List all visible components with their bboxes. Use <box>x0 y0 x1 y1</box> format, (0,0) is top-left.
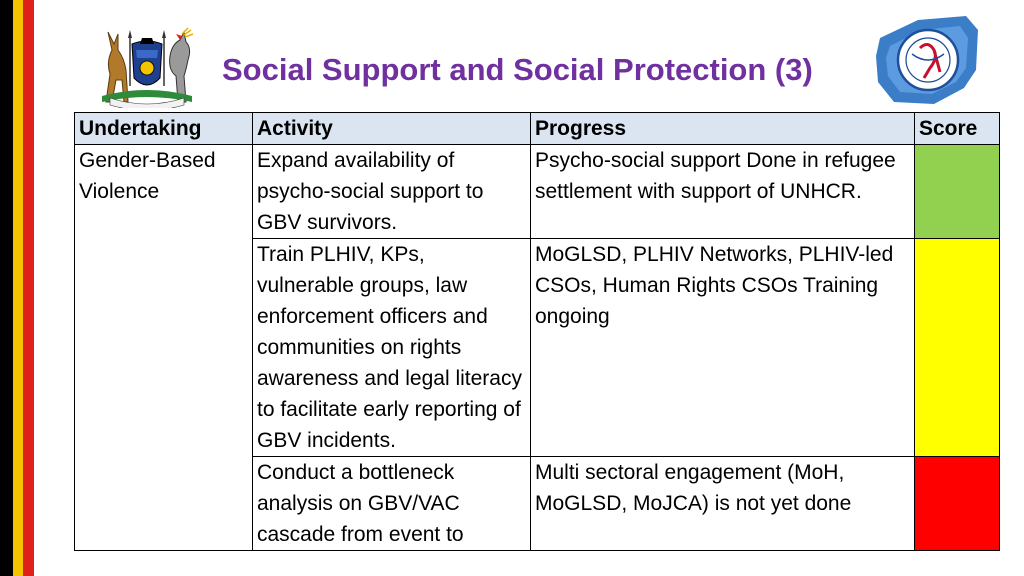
progress-cell: Psycho-social support Done in refugee settlement with support of UNHCR. <box>531 145 915 239</box>
activity-cell: Expand availability of psycho-social support to GBV survivors. <box>253 145 531 239</box>
table-header-row <box>75 113 1000 145</box>
flag-stripe-red <box>23 0 34 576</box>
coat-of-arms-logo <box>92 26 202 108</box>
slide-title: Social Support and Social Protection (3) <box>222 52 813 87</box>
undertaking-cell: Gender-Based Violence <box>75 145 253 551</box>
activity-cell: Train PLHIV, KPs, vulnerable groups, law enforcement officers and communities on rights awareness and legal literacy to facilitate early reporting of GBV incidents. <box>253 239 531 457</box>
table-row <box>75 145 1000 239</box>
progress-table <box>74 112 1000 551</box>
header-score: Score <box>915 113 1000 145</box>
flag-stripes <box>0 0 60 576</box>
header-undertaking: Undertaking <box>75 113 253 145</box>
score-cell-red <box>915 457 1000 551</box>
progress-cell: MoGLSD, PLHIV Networks, PLHIV-led CSOs, Human Rights CSOs Training ongoing <box>531 239 915 457</box>
progress-cell: Multi sectoral engagement (MoH, MoGLSD, MoJCA) is not yet done <box>531 457 915 551</box>
uganda-aids-commission-logo <box>872 12 984 110</box>
flag-stripe-yellow <box>13 0 23 576</box>
score-cell-yellow <box>915 239 1000 457</box>
header-activity: Activity <box>253 113 531 145</box>
score-cell-green <box>915 145 1000 239</box>
header-progress: Progress <box>531 113 915 145</box>
flag-stripe-black <box>0 0 13 576</box>
flag-stripe-white <box>34 0 60 576</box>
activity-cell: Conduct a bottleneck analysis on GBV/VAC cascade from event to <box>253 457 531 551</box>
